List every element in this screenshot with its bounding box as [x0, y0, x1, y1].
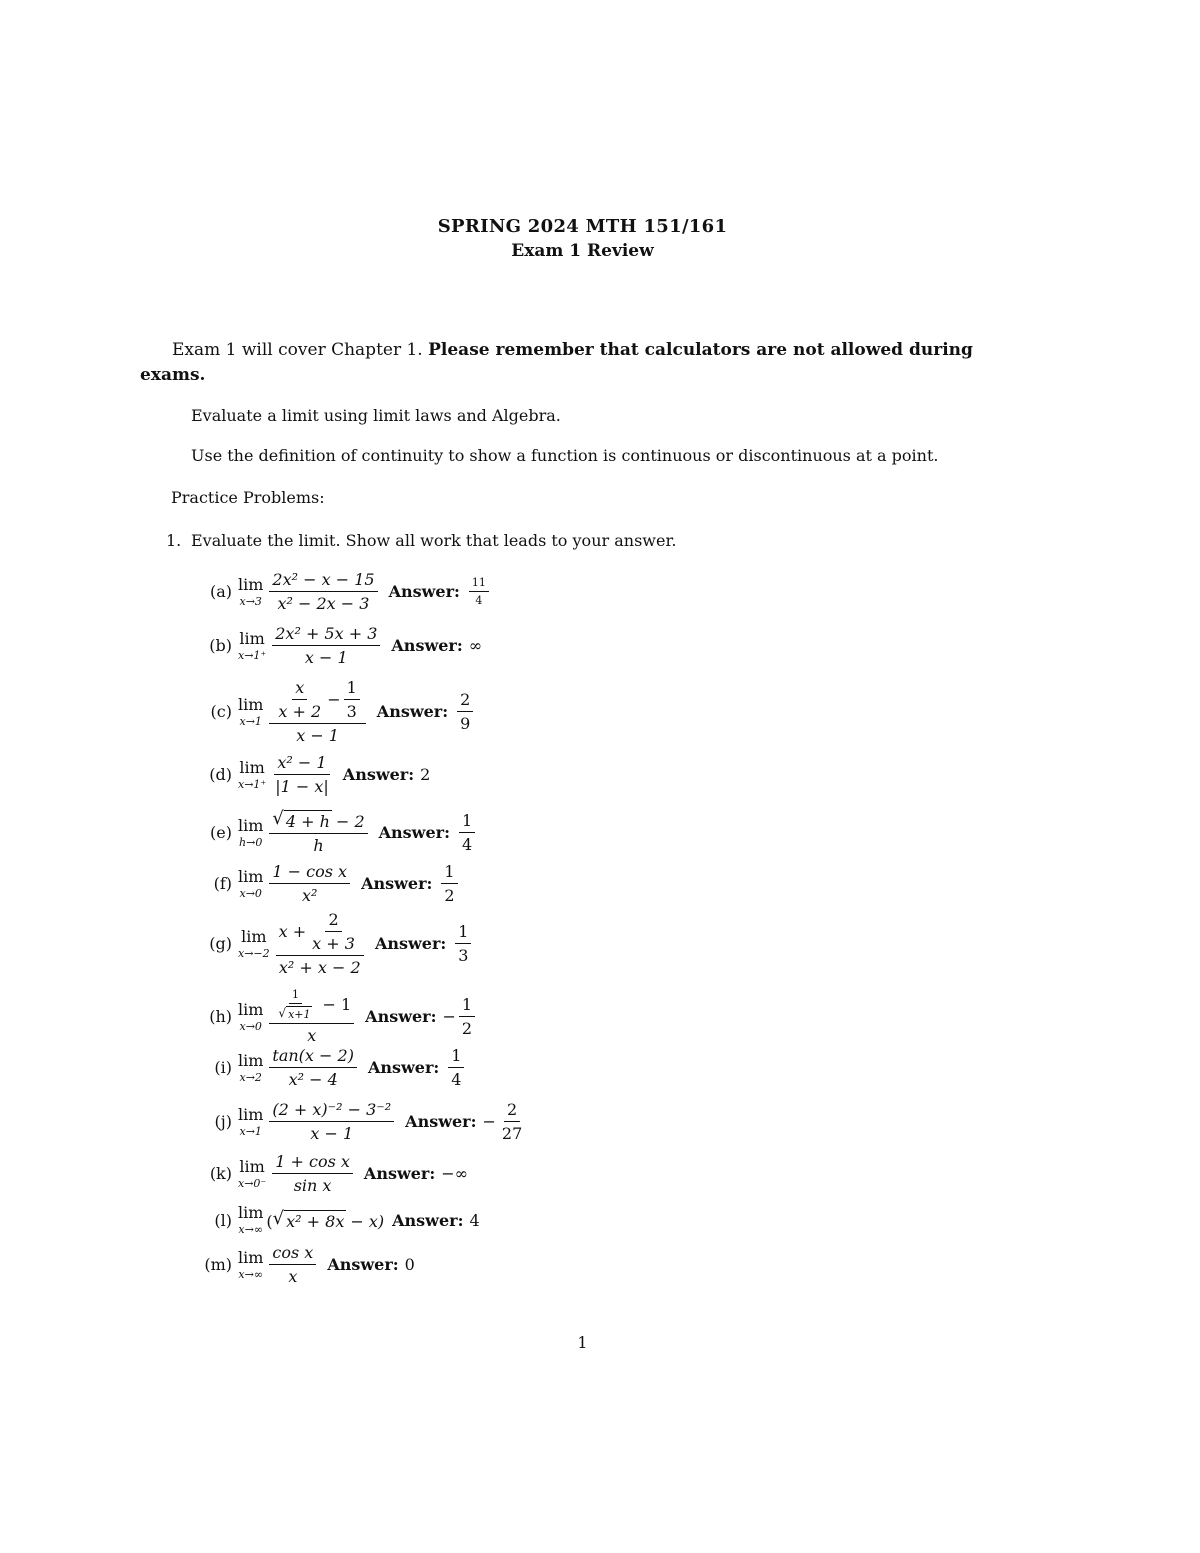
answer-value: $\frac{2}{27}$ — [501, 1100, 523, 1143]
practice-heading: Practice Problems: — [171, 488, 325, 507]
limit-operator: lim x→1 — [238, 694, 264, 728]
problem-label: (g) — [209, 934, 232, 953]
answer-label: Answer: — [376, 702, 449, 721]
problem-label: (c) — [210, 702, 232, 721]
problem-l — [190, 1205, 480, 1235]
limit-operator: lim x→1 — [238, 1104, 264, 1138]
problem-label: (h) — [209, 1007, 232, 1026]
limit-operator: lim x→0 — [238, 866, 264, 900]
problem-d — [190, 753, 430, 796]
answer-sign: − — [482, 1112, 496, 1131]
intro-text: Exam 1 will cover Chapter 1. — [172, 340, 423, 360]
answer-label: Answer: — [374, 934, 447, 953]
problem-label: (a) — [209, 582, 232, 601]
problem-b — [190, 624, 482, 667]
answer-label: Answer: — [391, 636, 463, 655]
answer-label: Answer: — [388, 582, 460, 601]
problem-label: (e) — [210, 823, 232, 842]
limit-expression: $\frac{\tan(x - 2)}{\text{x² − 4}}$ — [269, 1046, 357, 1089]
answer-label: Answer: — [378, 823, 450, 842]
limit-operator: lim h→0 — [238, 815, 264, 849]
intro-paragraph — [140, 338, 1030, 388]
topic-limits: Evaluate a limit using limit laws and Algebra. — [191, 406, 561, 425]
problem-a — [190, 570, 492, 613]
problem-label: (l) — [214, 1210, 232, 1230]
limit-expression: $\frac{\text{(2 + x)⁻² − 3⁻²}}{x - 1}$ — [269, 1100, 394, 1143]
limit-operator: lim x→1⁺ — [238, 628, 267, 662]
answer-value: $\frac{1}{2}$ — [459, 995, 475, 1038]
document-title: SPRING 2024 MTH 151/161 — [437, 216, 728, 237]
answer-value: −∞ — [441, 1164, 468, 1183]
answer-label: Answer: — [405, 1112, 477, 1131]
limit-operator: lim x→0⁻ — [238, 1156, 267, 1190]
limit-expression: $\frac{\text{1 + cos x}}{\text{sin x}}$ — [272, 1152, 353, 1195]
document-subtitle: Exam 1 Review — [511, 241, 654, 261]
question-text: Evaluate the limit. Show all work that leads to your answer. — [191, 531, 677, 550]
question-1 — [166, 531, 676, 550]
answer-value: ∞ — [468, 636, 483, 655]
answer-value: $\frac{2}{9}$ — [457, 690, 473, 733]
limit-expression: $\frac{\text{1 − cos x}}{\text{x²}}$ — [269, 862, 350, 905]
answer-value: $\frac{1}{4}$ — [459, 811, 475, 854]
limit-expression: $\frac{\text{cos x}}{x}$ — [269, 1243, 316, 1286]
problem-e — [190, 810, 478, 855]
calculator-warning: Please remember that calculators are not allowed during exams. — [140, 340, 973, 385]
problem-j — [190, 1100, 528, 1143]
topic-continuity: Use the definition of continuity to show a function is continuous or discontinuous at a point. — [191, 446, 939, 465]
square-root-symbol: √ 4 + h — [272, 808, 330, 831]
problem-label: (f) — [213, 874, 232, 893]
limit-expression: $\frac{\text{2x² − x − 15}}{\text{x² − 2x − 3}}$ — [269, 570, 377, 613]
limit-operator: lim x→∞ — [238, 1203, 264, 1236]
answer-label: Answer: — [327, 1255, 399, 1274]
answer-value: 2 — [420, 765, 431, 784]
answer-value: 0 — [404, 1255, 415, 1274]
question-number: 1. — [166, 531, 182, 550]
problem-label: (i) — [214, 1058, 232, 1077]
limit-expression: $\frac{\text{2x² + 5x + 3}}{x - 1}$ — [272, 624, 380, 667]
problem-h — [190, 988, 478, 1045]
answer-label: Answer: — [367, 1058, 440, 1077]
problem-label: (m) — [204, 1255, 232, 1274]
limit-expression: 1 √ x+1 − 1 x — [269, 988, 354, 1045]
answer-label: Answer: — [365, 1007, 437, 1026]
limit-operator: lim x→1⁺ — [238, 757, 267, 791]
limit-operator: lim x→∞ — [238, 1247, 264, 1281]
limit-expression: √ 4 + h − 2 h — [269, 810, 367, 855]
problem-m — [190, 1243, 415, 1286]
answer-label: Answer: — [361, 874, 433, 893]
limit-operator: lim x→3 — [238, 574, 264, 608]
limit-expression: x + $\frac{2}{x + 3}$ x² + x − 2 — [276, 910, 364, 977]
answer-value: $\frac{1}{2}$ — [441, 862, 457, 905]
limit-operator: lim x→−2 — [238, 926, 270, 960]
problem-k — [190, 1152, 468, 1195]
limit-expression: ( √ x² + 8x − x) — [266, 1207, 385, 1231]
answer-value: $\frac{1}{3}$ — [455, 922, 471, 965]
limit-expression: $\frac{\text{x² − 1}}{|1 - x|}$ — [275, 753, 329, 796]
problem-label: (j) — [214, 1112, 232, 1131]
answer-label: Answer: — [363, 1164, 436, 1183]
answer-sign: − — [442, 1007, 456, 1026]
answer-value: $\frac{1}{4}$ — [448, 1046, 464, 1089]
answer-label: Answer: — [392, 1210, 464, 1230]
answer-label: Answer: — [342, 765, 415, 784]
problem-i — [190, 1046, 467, 1089]
limit-operator: lim x→0 — [238, 999, 264, 1033]
problem-f — [190, 862, 461, 905]
answer-value: $\frac{11}{4}$ — [469, 576, 489, 607]
limit-expression: $\frac{x}{x + 2}$ − $\frac{1}{3}$ x − 1 — [269, 678, 365, 745]
problem-label: (k) — [209, 1164, 232, 1183]
limit-operator: lim x→2 — [238, 1050, 264, 1084]
problem-label: (b) — [209, 636, 232, 655]
problem-c — [190, 678, 476, 745]
answer-value: 4 — [469, 1210, 480, 1230]
page-number: 1 — [577, 1333, 588, 1352]
problem-g — [190, 910, 474, 977]
problem-label: (d) — [209, 765, 232, 784]
